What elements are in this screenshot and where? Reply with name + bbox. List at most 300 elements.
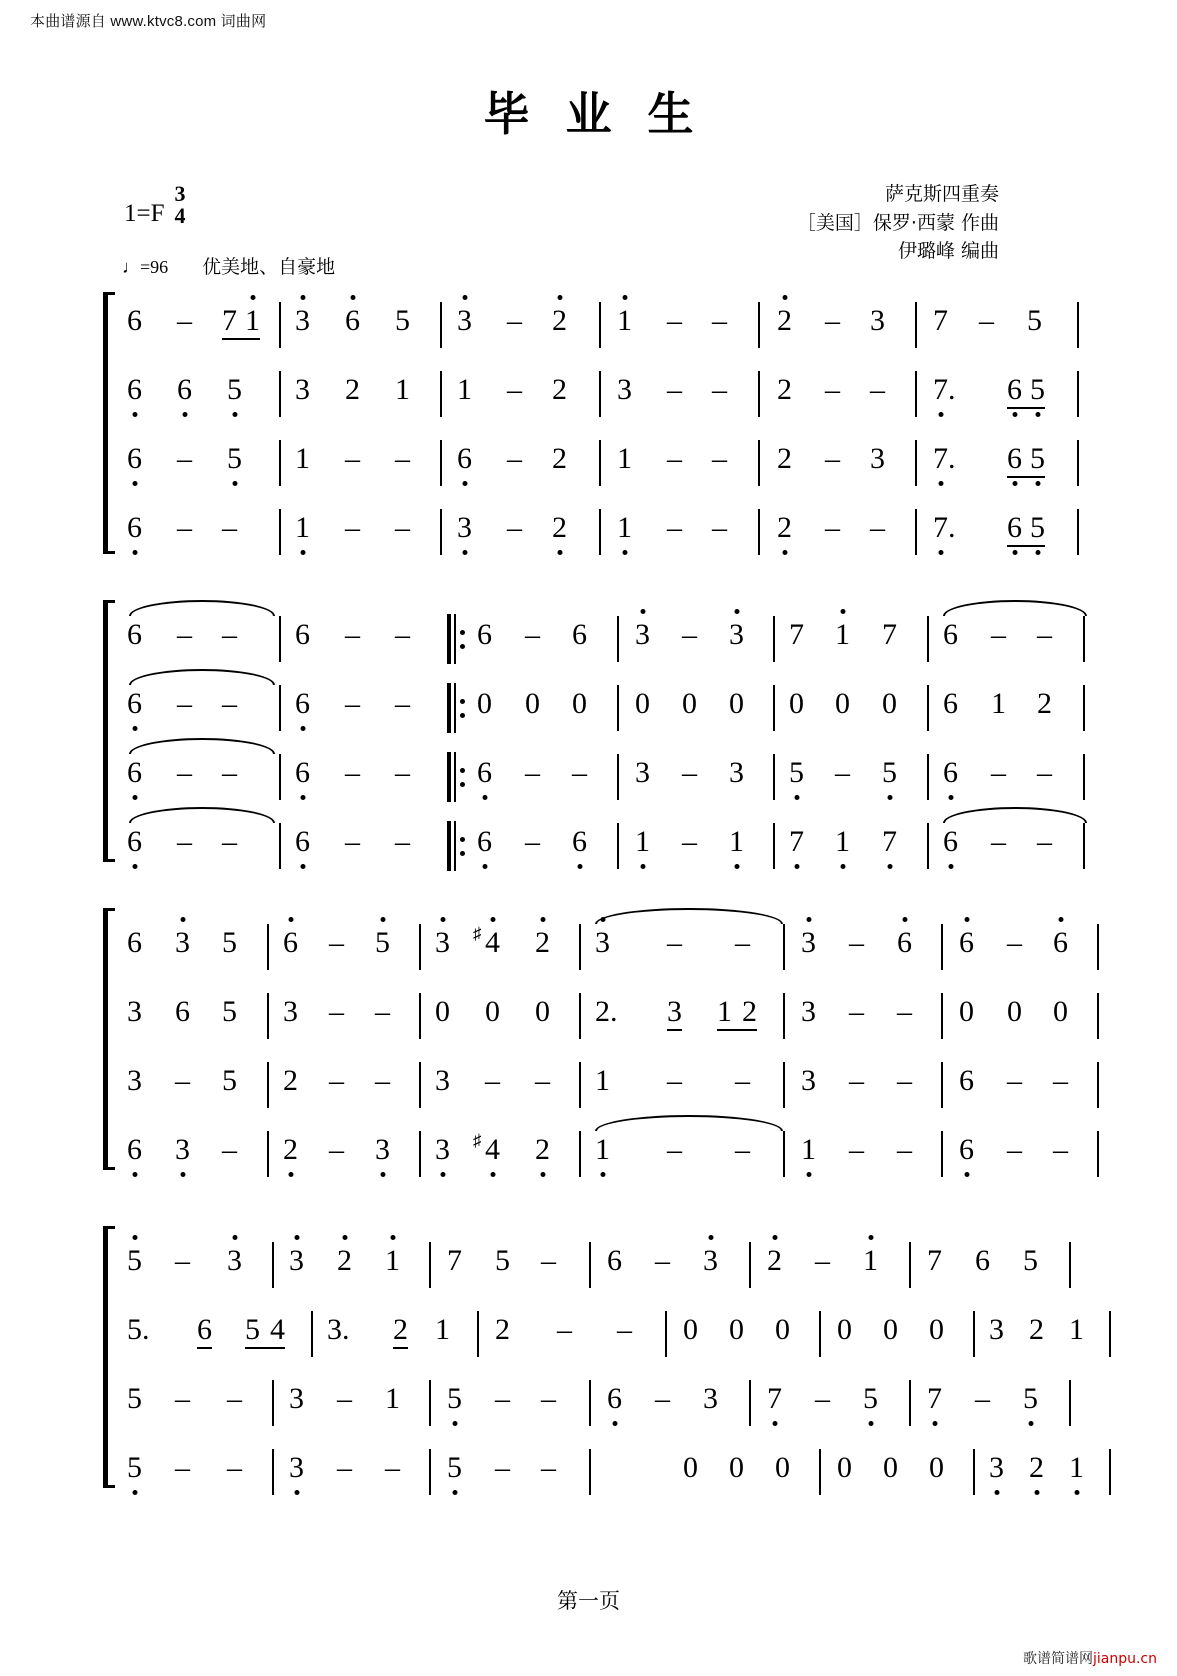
note: 1 — [835, 825, 850, 858]
note: 2 — [777, 304, 792, 337]
note: 3 — [703, 1244, 718, 1277]
rest-dash: – — [222, 511, 237, 544]
staff-row — [117, 738, 1052, 807]
note: 3 — [435, 1133, 450, 1166]
note: 1 — [295, 511, 310, 544]
rest-dash: – — [395, 511, 410, 544]
rest-dash: – — [557, 1313, 572, 1346]
note: 3 — [457, 511, 472, 544]
rest-zero: 0 — [883, 1313, 898, 1346]
rest-dash: – — [682, 825, 697, 858]
note: 6 — [457, 442, 472, 475]
note: 5 — [127, 1313, 142, 1346]
note: 2 — [552, 304, 567, 337]
note: 2 — [552, 511, 567, 544]
note: 5 — [127, 1244, 142, 1277]
rest-dash: – — [572, 756, 587, 789]
credit-line-composer: ［美国］保罗·西蒙 作曲 — [796, 211, 999, 234]
note: 6 — [283, 926, 298, 959]
note: 6 — [1007, 373, 1022, 406]
rest-zero: 0 — [683, 1313, 698, 1346]
note: 5 — [375, 926, 390, 959]
rest-zero: 0 — [789, 687, 804, 720]
note: 5 — [447, 1382, 462, 1415]
system-brace — [103, 292, 115, 554]
rest-zero: 0 — [729, 1451, 744, 1484]
rest-dash: – — [222, 1133, 237, 1166]
rest-zero: 0 — [729, 1313, 744, 1346]
note: 5 — [227, 373, 242, 406]
rest-dash: – — [222, 687, 237, 720]
note: 3 — [635, 756, 650, 789]
note: 6 — [345, 304, 360, 337]
note: 2 — [777, 511, 792, 544]
note: 6 — [1007, 511, 1022, 544]
rest-dash: – — [329, 995, 344, 1028]
slur — [595, 1115, 783, 1131]
note: 3 — [989, 1451, 1004, 1484]
note: 3 — [595, 926, 610, 959]
staff-row — [117, 908, 1068, 977]
slur — [129, 600, 275, 616]
system-brace — [103, 908, 115, 1170]
note: 6 — [572, 618, 587, 651]
note: 5 — [789, 756, 804, 789]
note: 6 — [607, 1244, 622, 1277]
rest-zero: 0 — [1007, 995, 1022, 1028]
note: 6 — [127, 1133, 142, 1166]
rest-dash: – — [617, 1313, 632, 1346]
rest-dash: – — [667, 1064, 682, 1097]
rest-dash: – — [345, 825, 360, 858]
credit-line-ensemble: 萨克斯四重奏 — [884, 183, 999, 205]
slur — [129, 669, 275, 685]
slur — [129, 807, 275, 823]
rest-zero: 0 — [435, 995, 450, 1028]
rest-zero: 0 — [775, 1451, 790, 1484]
note: 1 — [595, 1133, 610, 1166]
note: 3 — [870, 442, 885, 475]
rest-zero: 0 — [525, 687, 540, 720]
note: 7 — [222, 304, 237, 337]
note: 6 — [943, 756, 958, 789]
note: 6 — [477, 756, 492, 789]
rest-dash: – — [175, 1382, 190, 1415]
note: 6 — [295, 618, 310, 651]
note: 7 — [933, 304, 948, 337]
staff-row — [117, 669, 1052, 738]
rest-zero: 0 — [882, 687, 897, 720]
note: 1 — [729, 825, 744, 858]
note: 6 — [959, 926, 974, 959]
note: 3 — [175, 926, 190, 959]
rest-dash: – — [682, 618, 697, 651]
rest-dash: – — [485, 1064, 500, 1097]
note: 2 — [777, 442, 792, 475]
time-signature-denominator: 4 — [174, 203, 186, 228]
note: 1 — [595, 1064, 610, 1097]
rest-dash: – — [337, 1382, 352, 1415]
rest-dash: – — [825, 304, 840, 337]
note: 6 — [959, 1064, 974, 1097]
rest-dash: – — [525, 825, 540, 858]
expression-marking: 优美地、自豪地 — [202, 256, 336, 278]
rest-dash: – — [507, 304, 522, 337]
note: 7 — [789, 825, 804, 858]
rest-dash: – — [177, 756, 192, 789]
rest-dash: – — [712, 442, 727, 475]
note: 5 — [222, 995, 237, 1028]
credits-block — [797, 180, 999, 266]
rest-zero: 0 — [485, 995, 500, 1028]
note: 1 — [385, 1382, 400, 1415]
note: 5 — [495, 1244, 510, 1277]
rest-zero: 0 — [929, 1451, 944, 1484]
staff-row: 6 6 5 3 2 1 1 – 2 3 – – 2 – – 7. 6 5 — [117, 361, 1003, 430]
rest-dash: – — [222, 756, 237, 789]
watermark-site-url: jianpu.cn — [1092, 1651, 1157, 1667]
note: 2 — [742, 995, 757, 1028]
note: 7 — [927, 1382, 942, 1415]
note: 3 — [289, 1451, 304, 1484]
note: 5 — [127, 1451, 142, 1484]
note: 6 — [607, 1382, 622, 1415]
rest-dash: – — [395, 687, 410, 720]
rest-dash: – — [337, 1451, 352, 1484]
note: 5 — [1030, 373, 1045, 406]
note: 2 — [345, 373, 360, 406]
rest-dash: – — [849, 1064, 864, 1097]
note: 5 — [1023, 1382, 1038, 1415]
rest-dash: – — [227, 1382, 242, 1415]
staff-row — [117, 1364, 1038, 1433]
rest-dash: – — [735, 1064, 750, 1097]
rest-dash: – — [735, 926, 750, 959]
note: 3 — [175, 1133, 190, 1166]
note: 6 — [177, 373, 192, 406]
rest-zero: 0 — [929, 1313, 944, 1346]
note: 1 — [617, 442, 632, 475]
system-brace — [103, 600, 115, 862]
note: 6 — [127, 304, 142, 337]
time-signature-numerator: 3 — [174, 181, 186, 206]
rest-dash: – — [849, 995, 864, 1028]
rest-dash: – — [712, 304, 727, 337]
rest-dash: – — [507, 442, 522, 475]
rest-zero: 0 — [837, 1313, 852, 1346]
slur — [595, 908, 783, 924]
note: 3 — [729, 756, 744, 789]
rest-dash: – — [1053, 1133, 1068, 1166]
note: 1 — [991, 687, 1006, 720]
rest-dash: – — [177, 687, 192, 720]
note: 3 — [801, 995, 816, 1028]
rest-dash: – — [541, 1244, 556, 1277]
rest-dash: – — [991, 618, 1006, 651]
note: 6 — [897, 926, 912, 959]
note: 6 — [959, 1133, 974, 1166]
note: 1 — [295, 442, 310, 475]
note: 7 — [447, 1244, 462, 1277]
note: 3 — [435, 926, 450, 959]
note: 3 — [801, 1064, 816, 1097]
note: 2 — [495, 1313, 510, 1346]
note: 6 — [477, 825, 492, 858]
rest-dash: – — [395, 618, 410, 651]
tempo-and-expression — [122, 252, 335, 279]
rest-dash: – — [525, 618, 540, 651]
note: 3 — [327, 1313, 342, 1346]
note: 1 — [617, 511, 632, 544]
rest-dash: – — [177, 442, 192, 475]
rest-dash: – — [541, 1382, 556, 1415]
note: 3 — [457, 304, 472, 337]
note: 7 — [767, 1382, 782, 1415]
rest-dash: – — [541, 1451, 556, 1484]
key-signature — [124, 183, 186, 228]
note: 2 — [283, 1064, 298, 1097]
rest-dash: – — [849, 1133, 864, 1166]
note: 1 — [457, 373, 472, 406]
rest-dash: – — [222, 825, 237, 858]
note: 6 — [127, 825, 142, 858]
staff-row — [117, 1046, 1068, 1115]
note: 5 — [882, 756, 897, 789]
staff-row: 3 6 5 3 – – 0 0 0 2. 3 1 2 3 – – 0 0 0 — [117, 977, 1003, 1046]
note: 1 — [835, 618, 850, 651]
note-sharp: 4 — [485, 926, 500, 959]
rest-dash: – — [177, 304, 192, 337]
rest-zero: 0 — [729, 687, 744, 720]
rest-zero: 0 — [959, 995, 974, 1028]
rest-dash: – — [682, 756, 697, 789]
note: 6 — [127, 618, 142, 651]
rest-zero: 0 — [683, 1451, 698, 1484]
note: 3 — [127, 995, 142, 1028]
note: 3 — [127, 1064, 142, 1097]
rest-dash: – — [495, 1382, 510, 1415]
staff-row — [117, 1226, 1038, 1295]
note: 2 — [337, 1244, 352, 1277]
rest-dash: – — [979, 304, 994, 337]
slur — [129, 738, 275, 754]
rest-dash: – — [815, 1382, 830, 1415]
note: 2 — [1029, 1313, 1044, 1346]
key-signature-text: 1=F — [124, 200, 165, 227]
page-title: 毕业生 — [483, 87, 730, 141]
rest-dash: – — [345, 756, 360, 789]
note: 3 — [667, 995, 682, 1028]
rest-dash: – — [667, 373, 682, 406]
rest-zero: 0 — [883, 1451, 898, 1484]
note: 5 — [222, 1064, 237, 1097]
rest-zero: 0 — [635, 687, 650, 720]
note: 5 — [1030, 442, 1045, 475]
rest-zero: 0 — [775, 1313, 790, 1346]
note: 2 — [535, 926, 550, 959]
rest-dash: – — [175, 1244, 190, 1277]
note: 6 — [975, 1244, 990, 1277]
note: 6 — [295, 687, 310, 720]
rest-dash: – — [870, 511, 885, 544]
note: 5 — [1027, 304, 1042, 337]
page-label: 第一页 — [557, 1589, 620, 1613]
note: 2 — [595, 995, 610, 1028]
rest-dash: – — [897, 1133, 912, 1166]
rest-dash: – — [667, 442, 682, 475]
credit-line-arranger: 伊璐峰 编曲 — [897, 240, 999, 262]
rest-dash: – — [1037, 825, 1052, 858]
note: 1 — [395, 373, 410, 406]
rest-dash: – — [375, 995, 390, 1028]
rest-dash: – — [395, 825, 410, 858]
time-signature — [175, 183, 186, 227]
note: 1 — [245, 304, 260, 337]
note: 3 — [283, 995, 298, 1028]
note: 6 — [127, 511, 142, 544]
note: 3 — [617, 373, 632, 406]
note: 3 — [227, 1244, 242, 1277]
slur — [943, 807, 1087, 823]
note: 5 — [1030, 511, 1045, 544]
note: 4 — [270, 1313, 285, 1346]
note: 2 — [535, 1133, 550, 1166]
rest-dash: – — [897, 1064, 912, 1097]
rest-dash: – — [655, 1382, 670, 1415]
rest-dash: – — [897, 995, 912, 1028]
note: 1 — [1069, 1313, 1084, 1346]
note: 6 — [295, 756, 310, 789]
rest-dash: – — [329, 1133, 344, 1166]
rest-dash: – — [525, 756, 540, 789]
note: 1 — [801, 1133, 816, 1166]
rest-dash: – — [329, 1064, 344, 1097]
note: 6 — [127, 926, 142, 959]
staff-row: 6 – – 1 – – 3 – 2 1 – – 2 – – 7. 6 5 — [117, 499, 1003, 568]
rest-dash: – — [825, 373, 840, 406]
rest-dash: – — [1053, 1064, 1068, 1097]
note: 7 — [933, 373, 948, 406]
note: 3 — [289, 1382, 304, 1415]
rest-dash: – — [825, 442, 840, 475]
note: 6 — [943, 825, 958, 858]
staff-row: 5. 6 5 4 3. 2 1 2 – – 0 0 0 0 0 0 3 2 1 — [117, 1295, 1003, 1364]
rest-dash: – — [870, 373, 885, 406]
rest-zero: 0 — [477, 687, 492, 720]
slur — [943, 600, 1087, 616]
note: 3 — [870, 304, 885, 337]
rest-dash: – — [1037, 756, 1052, 789]
rest-dash: – — [655, 1244, 670, 1277]
rest-dash: – — [395, 442, 410, 475]
system-1 — [103, 292, 1045, 554]
note: 6 — [943, 687, 958, 720]
system-3 — [103, 908, 1068, 1170]
note: 5 — [447, 1451, 462, 1484]
note: 7 — [882, 618, 897, 651]
note: 7 — [933, 511, 948, 544]
staff-row — [117, 807, 1052, 876]
note: 3 — [801, 926, 816, 959]
note: 1 — [617, 304, 632, 337]
note: 3 — [703, 1382, 718, 1415]
rest-dash: – — [712, 511, 727, 544]
rest-dash: – — [175, 1451, 190, 1484]
note: 6 — [175, 995, 190, 1028]
rest-zero: 0 — [682, 687, 697, 720]
note: 3 — [375, 1133, 390, 1166]
rest-dash: – — [222, 618, 237, 651]
note: 3 — [289, 1244, 304, 1277]
note: 1 — [717, 995, 732, 1028]
rest-dash: – — [177, 825, 192, 858]
note: 6 — [197, 1313, 212, 1346]
rest-zero: 0 — [572, 687, 587, 720]
rest-dash: – — [667, 926, 682, 959]
rest-dash: – — [175, 1064, 190, 1097]
note: 7 — [933, 442, 948, 475]
rest-dash: – — [375, 1064, 390, 1097]
rest-dash: – — [825, 511, 840, 544]
rest-dash: – — [667, 511, 682, 544]
note: 6 — [1053, 926, 1068, 959]
rest-dash: – — [667, 304, 682, 337]
note: 6 — [295, 825, 310, 858]
rest-dash: – — [991, 756, 1006, 789]
note: 6 — [943, 618, 958, 651]
rest-dash: – — [1007, 1133, 1022, 1166]
note: 1 — [635, 825, 650, 858]
note: 7 — [789, 618, 804, 651]
note: 1 — [1069, 1451, 1084, 1484]
note: 5 — [245, 1313, 260, 1346]
note-sharp: 4 — [485, 1133, 500, 1166]
rest-dash: – — [1007, 926, 1022, 959]
rest-dash: – — [535, 1064, 550, 1097]
rest-dash: – — [345, 511, 360, 544]
note: 3 — [989, 1313, 1004, 1346]
rest-zero: 0 — [1053, 995, 1068, 1028]
note: 2 — [393, 1313, 408, 1346]
note: 6 — [1007, 442, 1022, 475]
note: 2 — [552, 373, 567, 406]
note: 3 — [635, 618, 650, 651]
rest-dash: – — [345, 687, 360, 720]
source-watermark-top: 本曲谱源自 www.ktvc8.com 词曲网 — [30, 13, 267, 30]
rest-dash: – — [177, 618, 192, 651]
note: 1 — [435, 1313, 450, 1346]
note: 1 — [863, 1244, 878, 1277]
note: 1 — [385, 1244, 400, 1277]
note: 6 — [127, 756, 142, 789]
rest-dash: – — [1037, 618, 1052, 651]
system-4 — [103, 1226, 1084, 1488]
staff-row: 6 – 5 1 – – 6 – 2 1 – – 2 – 3 7. 6 5 — [117, 430, 1003, 499]
rest-dash: – — [507, 511, 522, 544]
rest-dash: – — [1007, 1064, 1022, 1097]
note: 5 — [395, 304, 410, 337]
rest-dash: – — [177, 511, 192, 544]
rest-zero: 0 — [835, 687, 850, 720]
rest-zero: 0 — [837, 1451, 852, 1484]
source-watermark-bottom — [1023, 1648, 1157, 1668]
note: 7 — [927, 1244, 942, 1277]
note: 3 — [295, 373, 310, 406]
staff-row — [117, 600, 1052, 669]
watermark-site-name: 歌谱简谱网 — [1022, 1651, 1093, 1667]
rest-dash: – — [975, 1382, 990, 1415]
rest-dash: – — [345, 618, 360, 651]
